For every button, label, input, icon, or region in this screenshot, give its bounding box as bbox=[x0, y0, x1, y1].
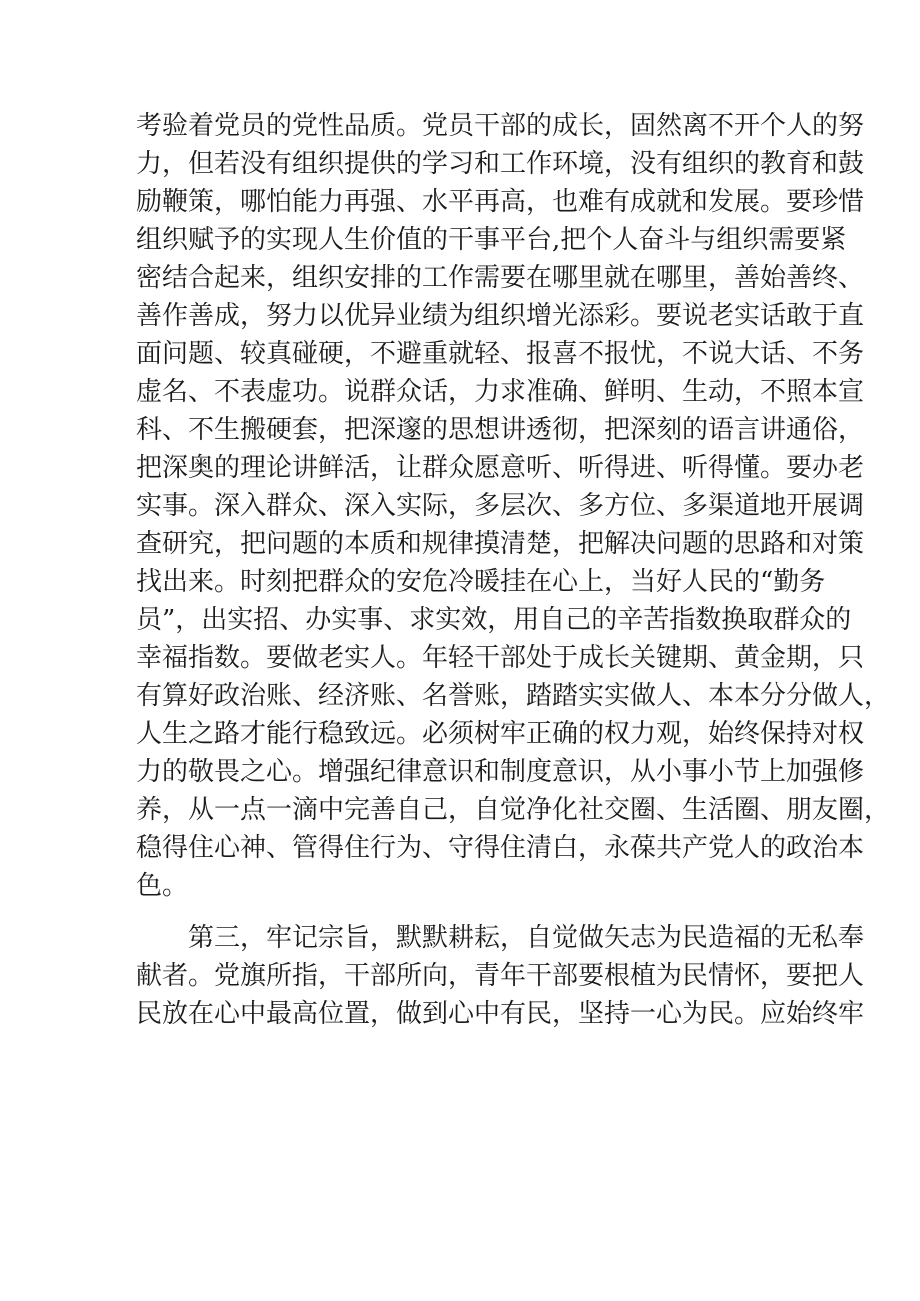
text-line: 面问题、较真碰硬，不避重就轻、报喜不报忧，不说大话、不务 bbox=[136, 339, 865, 369]
text-line: 力，但若没有组织提供的学习和工作环境，没有组织的教育和鼓 bbox=[136, 149, 865, 179]
text-line: 把深奥的理论讲鲜活，让群众愿意听、听得进、听得懂。要办老 bbox=[136, 453, 865, 483]
text-line: 善作善成，努力以优异业绩为组织增光添彩。要说老实话敢于直 bbox=[136, 301, 865, 331]
text-line: 养，从一点一滴中完善自己，自觉净化社交圈、生活圈、朋友圈， bbox=[136, 795, 891, 825]
text-line: 民放在心中最高位置，做到心中有民，坚持一心为民。应始终牢 bbox=[136, 999, 865, 1029]
text-line: 查研究，把问题的本质和规律摸清楚，把解决问题的思路和对策 bbox=[136, 529, 865, 559]
text-line: 找出来。时刻把群众的安危冷暖挂在心上，当好人民的“勤务 bbox=[136, 567, 826, 597]
text-line: 励鞭策，哪怕能力再强、水平再高，也难有成就和发展。要珍惜 bbox=[136, 187, 865, 217]
text-line: 实事。深入群众、深入实际，多层次、多方位、多渠道地开展调 bbox=[136, 491, 865, 521]
text-line: 有算好政治账、经济账、名誉账，踏踏实实做人、本本分分做人， bbox=[136, 681, 891, 711]
text-line: 员”，出实招、办实事、求实效，用自己的辛苦指数换取群众的 bbox=[136, 605, 852, 635]
text-line: 组织赋予的实现人生价值的干事平台,把个人奋斗与组织需要紧 bbox=[136, 225, 847, 255]
text-line: 稳得住心神、管得住行为、守得住清白，永葆共产党人的政治本 bbox=[136, 833, 865, 863]
text-line: 考验着党员的党性品质。党员干部的成长，固然离不开个人的努 bbox=[136, 111, 865, 141]
text-line: 虚名、不表虚功。说群众话，力求准确、鲜明、生动，不照本宣 bbox=[136, 377, 865, 407]
text-line: 密结合起来，组织安排的工作需要在哪里就在哪里，善始善终、 bbox=[136, 263, 865, 293]
text-line: 人生之路才能行稳致远。必须树牢正确的权力观，始终保持对权 bbox=[136, 719, 865, 749]
text-line: 献者。党旗所指，干部所向，青年干部要根植为民情怀，要把人 bbox=[136, 961, 865, 991]
text-line: 力的敬畏之心。增强纪律意识和制度意识，从小事小节上加强修 bbox=[136, 757, 865, 787]
text-line: 科、不生搬硬套，把深邃的思想讲透彻，把深刻的语言讲通俗， bbox=[136, 415, 865, 445]
text-line: 第三，牢记宗旨，默默耕耘，自觉做矢志为民造福的无私奉 bbox=[188, 923, 865, 953]
text-line: 色。 bbox=[136, 871, 189, 901]
text-line: 幸福指数。要做老实人。年轻干部处于成长关键期、黄金期，只 bbox=[136, 643, 865, 673]
